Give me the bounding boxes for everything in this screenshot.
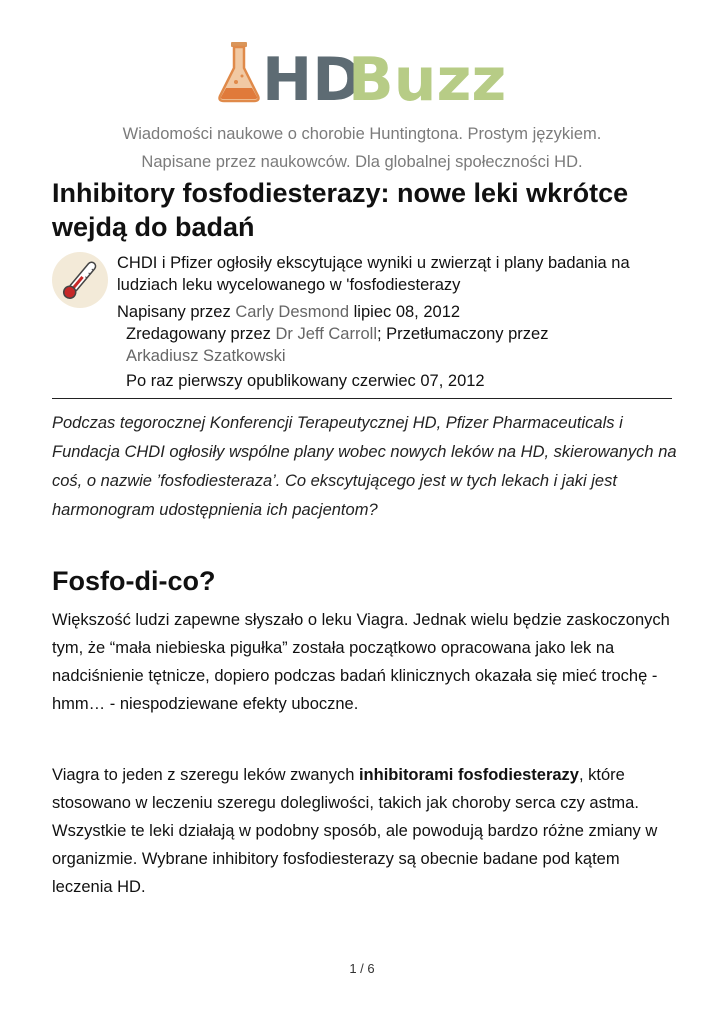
thermometer-icon	[52, 252, 108, 308]
paragraph-2-start: Viagra to jeden z szeregu leków zwanych	[52, 766, 359, 784]
translated-by-label: ; Przetłumaczony przez	[376, 325, 549, 343]
author-link[interactable]: Carly Desmond	[235, 303, 350, 321]
tagline-line-2: Napisane przez naukowców. Dla globalnej społeczności HD.	[141, 153, 583, 171]
logo-text-buzz: Buzz	[348, 45, 507, 104]
paragraph-2-end: , które stosowano w leczeniu szeregu dolegliwości, takich jak choroby serca czy astma. Wszystkie te leki działają w podobny sposób, ale powodują bardzo różne zmiany w organizmie. Wybrane inhibitory fosfodiesterazy są obecnie badane pod kątem leczenia HD.	[52, 766, 658, 896]
first-published: Po raz pierwszy opublikowany czerwiec 07, 2012	[126, 372, 485, 390]
edit-credits	[126, 323, 646, 367]
byline	[117, 301, 460, 323]
article-summary: CHDI i Pfizer ogłosiły ekscytujące wyniki u zwierząt i plany badania na ludziach leku wycelowanego w 'fosfodiesterazy	[117, 254, 630, 294]
paragraph-2	[52, 761, 677, 901]
tagline-line-1: Wiadomości naukowe o chorobie Huntingtona. Prostym językiem.	[122, 125, 602, 143]
paragraph-1: Większość ludzi zapewne słyszało o leku Viagra. Jednak wielu będzie zaskoczonych tym, że “mała niebieska pigułka” została początkowo opracowana jako lek na nadciśnienie tętnicze, dopiero podczas badań klinicznych okazała się mieć trochę - hmm… - niespodziewane efekty uboczne.	[52, 611, 670, 713]
divider	[52, 398, 672, 399]
hdbuzz-logo[interactable]	[0, 38, 724, 104]
article-title: Inhibitory fosfodiesterazy: nowe leki wkrótce wejdą do badań	[52, 178, 629, 242]
page-indicator: 1 / 6	[349, 961, 375, 976]
editor-link[interactable]: Dr Jeff Carroll	[275, 325, 377, 343]
section-heading: Fosfo-di-co?	[52, 566, 216, 596]
edited-by-label: Zredagowany przez	[126, 325, 271, 343]
written-date: lipiec 08, 2012	[353, 303, 461, 321]
article-lead: Podczas tegorocznej Konferencji Terapeutycznej HD, Pfizer Pharmaceuticals i Fundacja CHDI ogłosiły wspólne plany wobec nowych leków na HD, skierowanych na coś, o nazwie ’fosfodiesteraza’. Co ekscytującego jest w tych lekach i jaki jest harmonogram udostępnienia ich pacjentom?	[52, 414, 677, 519]
paragraph-2-bold-term: inhibitorami fosfodiesterazy	[358, 766, 579, 784]
translator-link[interactable]: Arkadiusz Szatkowski	[126, 347, 286, 365]
flask-icon	[220, 42, 259, 101]
logo-text-hd: HD	[262, 45, 363, 104]
written-by-label: Napisany przez	[117, 303, 231, 321]
